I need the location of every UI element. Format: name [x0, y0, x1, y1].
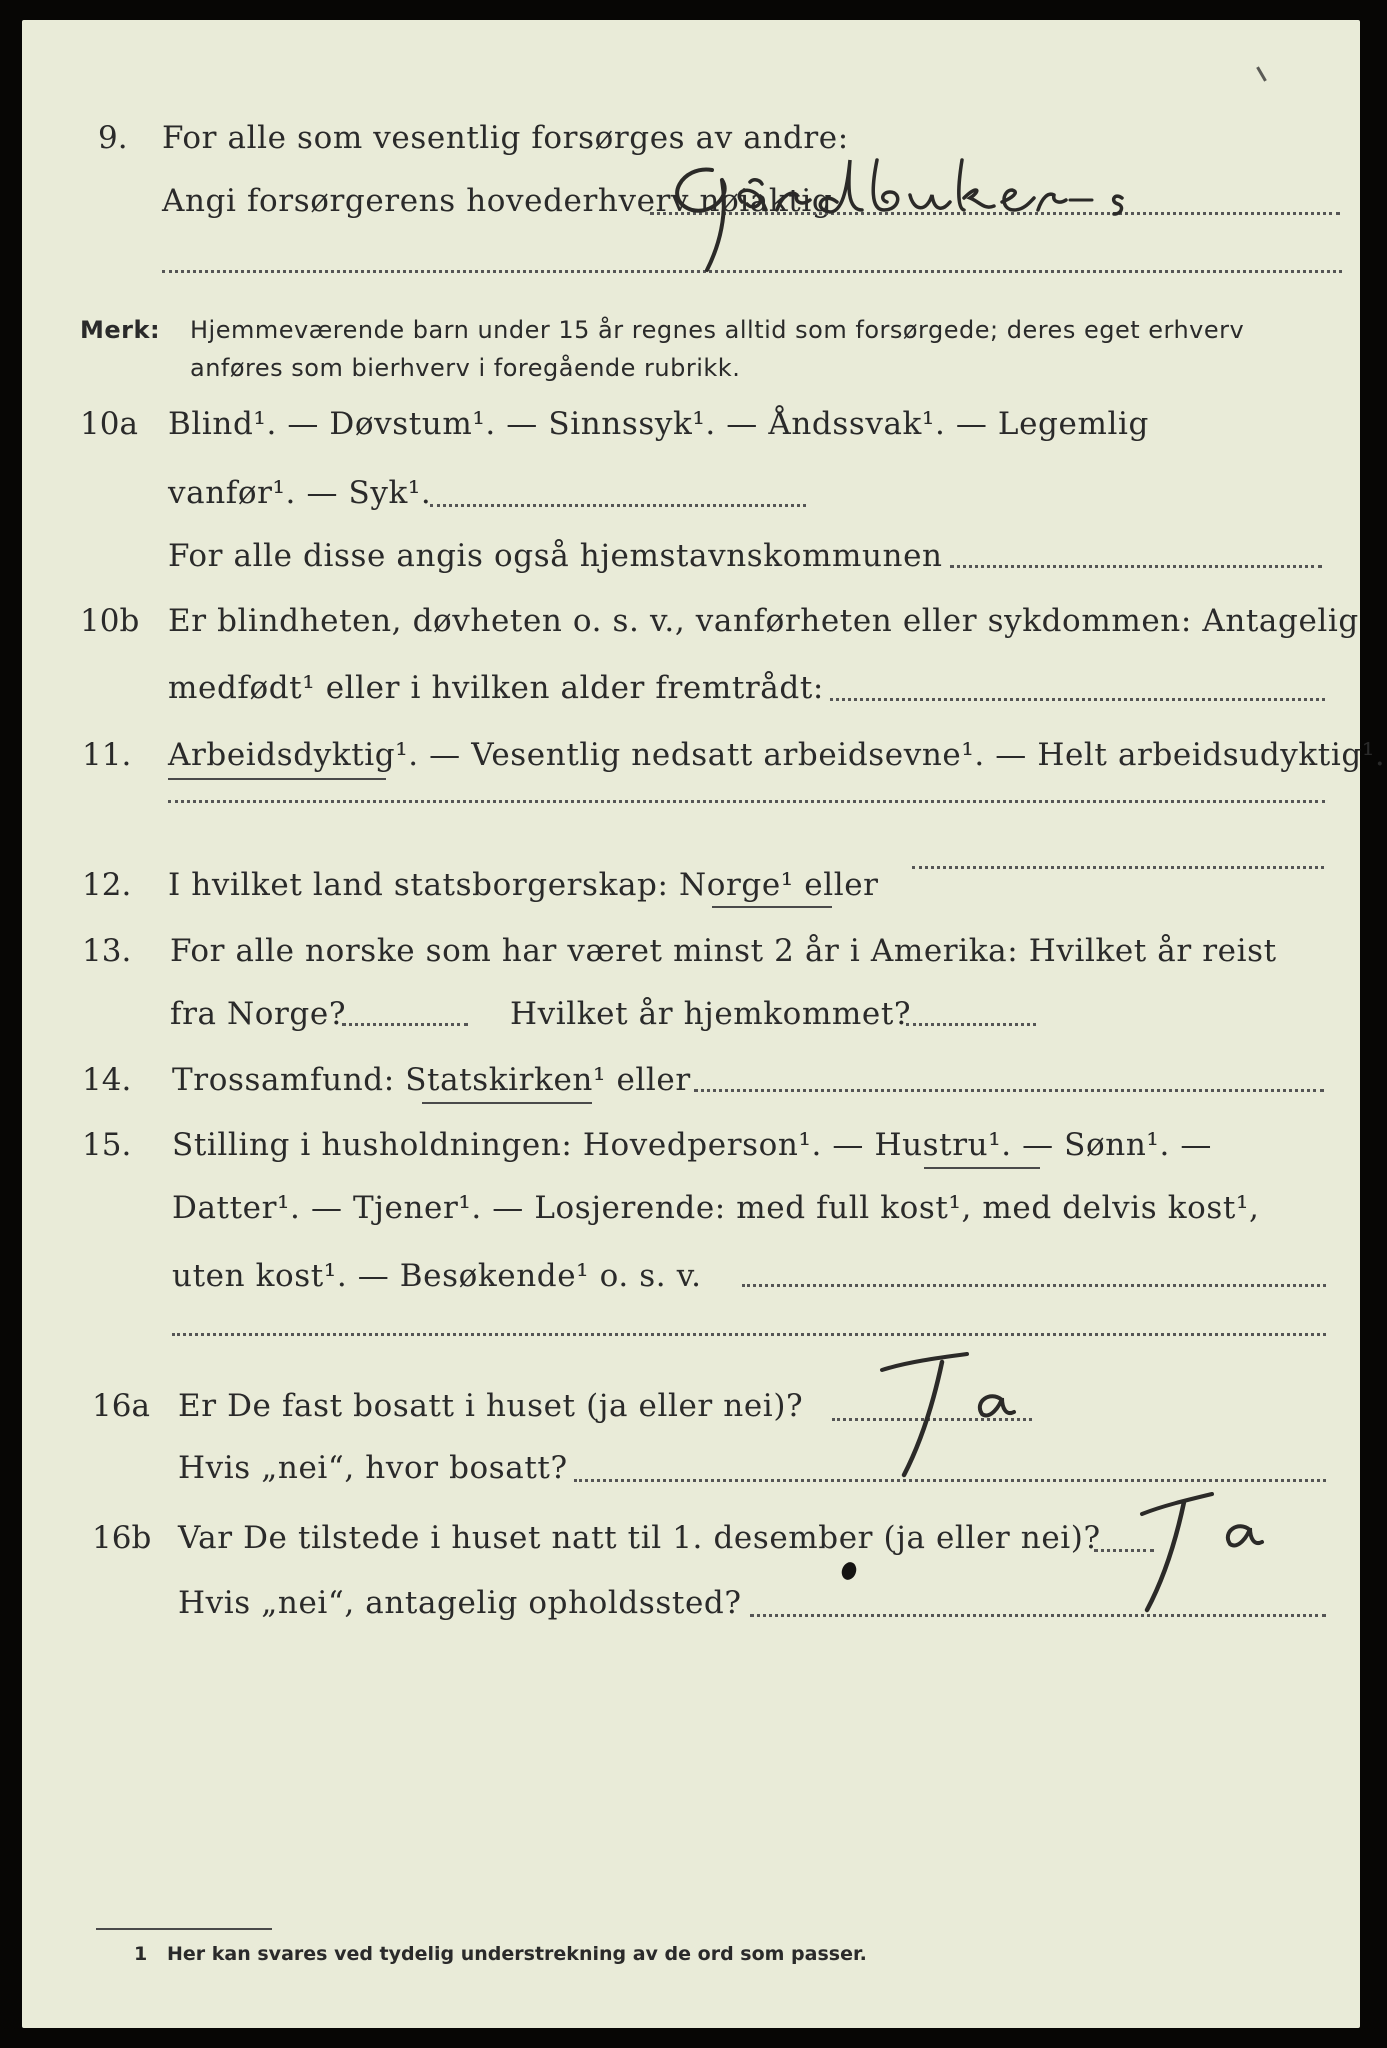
q15-answer-line-2 — [172, 1333, 1326, 1336]
q16b-number: 16b — [92, 1520, 152, 1556]
q9-handwritten-answer — [652, 140, 1352, 280]
q10a-line1: Blind¹. — Døvstum¹. — Sinnssyk¹. — Åndssvak¹. — Legemlig — [168, 406, 1149, 442]
q12-underline-norge — [712, 906, 832, 908]
q14-underline-statskirken — [422, 1102, 592, 1104]
q15-answer-line — [742, 1284, 1326, 1287]
q14-answer-line — [694, 1089, 1324, 1092]
ink-blot — [839, 1560, 858, 1582]
q10a-line2: vanfør¹. — Syk¹. — [168, 475, 432, 511]
q13-number: 13. — [82, 933, 132, 969]
q13-line2a: fra Norge? — [170, 996, 347, 1032]
q9-line1: For alle som vesentlig forsørges av andre: — [162, 120, 849, 156]
footnote-text: Her kan svares ved tydelig understrekning av de ord som passer. — [167, 1943, 867, 1965]
q14-number: 14. — [82, 1062, 132, 1098]
census-form-page — [22, 20, 1386, 2028]
q12-answer-line — [912, 866, 1324, 869]
q15-number: 15. — [82, 1127, 132, 1163]
q16a-number: 16a — [92, 1388, 150, 1424]
q14-line1: Trossamfund: Statskirken¹ eller — [172, 1062, 691, 1098]
q16b-handwritten-answer — [1102, 1470, 1302, 1620]
q9-number: 9. — [98, 120, 128, 156]
footnote-mark: 1 — [134, 1943, 148, 1965]
q11-answer-line — [168, 800, 1325, 803]
q10b-line1: Er blindheten, døvheten o. s. v., vanførheten eller sykdommen: Antagelig — [168, 603, 1359, 639]
q13-reist-line — [342, 1023, 468, 1026]
q10a-answer-line — [430, 504, 806, 507]
merk-line2: anføres som bierhverv i foregående rubrikk. — [190, 354, 741, 382]
q10b-number: 10b — [80, 603, 140, 639]
corner-mark — [1256, 66, 1267, 81]
merk-note — [80, 315, 160, 345]
q15-line2: Datter¹. — Tjener¹. — Losjerende: med full kost¹, med delvis kost¹, — [172, 1190, 1260, 1226]
q15-line3: uten kost¹. — Besøkende¹ o. s. v. — [172, 1258, 702, 1294]
q10a-hjemstavn-line — [950, 565, 1322, 568]
q11-number: 11. — [82, 737, 132, 773]
q13-hjemkommet-line — [906, 1023, 1036, 1026]
q9-line2: Angi forsørgerens hovederhverv nøiaktig — [162, 183, 833, 219]
q16b-line2: Hvis „nei“, antagelig opholdssted? — [178, 1585, 742, 1621]
merk-line1: Hjemmeværende barn under 15 år regnes alltid som forsørgede; deres eget erhverv — [190, 316, 1245, 344]
footnote-rule — [96, 1928, 272, 1930]
merk-label: Merk: — [80, 316, 161, 344]
q13-line2b: Hvilket år hjemkommet? — [510, 996, 912, 1032]
q13-line1: For alle norske som har været minst 2 år i Amerika: Hvilket år reist — [170, 933, 1277, 969]
q16b-line1: Var De tilstede i huset natt til 1. desember (ja eller nei)? — [178, 1520, 1101, 1556]
q15-underline-hustru — [924, 1167, 1040, 1169]
q16a-handwritten-answer — [862, 1340, 1062, 1490]
q11-line1: Arbeidsdyktig¹. — Vesentlig nedsatt arbeidsevne¹. — Helt arbeidsudyktig¹. — [168, 737, 1386, 773]
q11-underline-arbeidsdyktig — [168, 778, 386, 780]
q10a-line3: For alle disse angis også hjemstavnskommunen — [168, 538, 943, 574]
q16a-line2: Hvis „nei“, hvor bosatt? — [178, 1450, 568, 1486]
q12-number: 12. — [82, 867, 132, 903]
q16a-line1: Er De fast bosatt i huset (ja eller nei)? — [178, 1388, 804, 1424]
q10b-line2: medfødt¹ eller i hvilken alder fremtrådt: — [168, 670, 824, 706]
q10a-number: 10a — [80, 406, 138, 442]
q15-line1: Stilling i husholdningen: Hovedperson¹. — Hustru¹. — Sønn¹. — — [172, 1127, 1212, 1163]
q10b-answer-line — [830, 698, 1325, 701]
q12-line1: I hvilket land statsborgerskap: Norge¹ eller — [168, 867, 879, 903]
